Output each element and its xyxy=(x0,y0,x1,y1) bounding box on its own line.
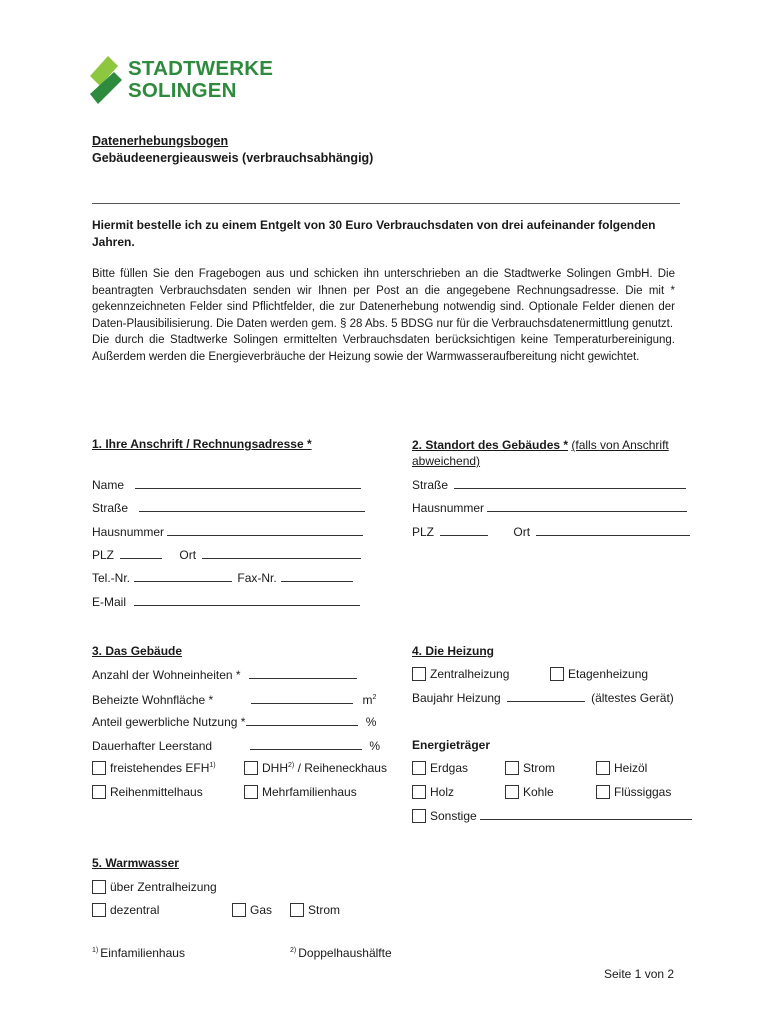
billing-housenumber-field[interactable] xyxy=(92,524,363,540)
etagenheizung-option[interactable] xyxy=(550,667,648,681)
efh-option[interactable] xyxy=(92,761,216,775)
dhh-label: DHH xyxy=(262,761,288,775)
site-housenumber-input-line[interactable] xyxy=(487,501,687,512)
order-statement: Hiermit bestelle ich zu einem Entgelt von 30 Euro Verbrauchsdaten von drei aufeinander folgenden Jahren. xyxy=(92,218,656,249)
reihenmittelhaus-label: Reihenmittelhaus xyxy=(110,785,203,799)
billing-phone-fax-field[interactable] xyxy=(92,570,353,586)
name-input-line[interactable] xyxy=(135,478,361,489)
site-housenumber-label: Hausnummer xyxy=(412,501,485,515)
title-line-1: Datenerhebungsbogen xyxy=(92,134,229,148)
section-4-heading: 4. Die Heizung xyxy=(412,644,495,658)
stadtwerke-logo xyxy=(88,54,288,106)
page-number: Seite 1 von 2 xyxy=(604,967,675,981)
strom-heating-checkbox[interactable] xyxy=(505,761,519,775)
footnote-1-text: Einfamilienhaus xyxy=(100,946,185,960)
site-street-input-line[interactable] xyxy=(454,478,686,489)
fax-input-line[interactable] xyxy=(281,571,353,582)
billing-street-field[interactable] xyxy=(92,500,365,516)
warmwater-central-option[interactable] xyxy=(92,880,217,894)
units-input-line[interactable] xyxy=(249,668,357,679)
units-field[interactable] xyxy=(92,667,357,683)
living-area-input-line[interactable] xyxy=(251,693,353,704)
document-title xyxy=(92,133,373,167)
housenumber-label: Hausnummer xyxy=(92,525,165,539)
dhh-checkbox[interactable] xyxy=(244,761,258,775)
sonstige-option[interactable] xyxy=(412,809,692,823)
warmwater-strom-checkbox[interactable] xyxy=(290,903,304,917)
sonstige-label: Sonstige xyxy=(430,809,477,823)
vacancy-field[interactable] xyxy=(92,738,380,754)
vacancy-input-line[interactable] xyxy=(250,739,362,750)
footnote-2-mark: 2) xyxy=(290,947,297,954)
kohle-checkbox[interactable] xyxy=(505,785,519,799)
warmwater-gas-checkbox[interactable] xyxy=(232,903,246,917)
footnote-2-text: Doppelhaushälfte xyxy=(298,946,392,960)
holz-checkbox[interactable] xyxy=(412,785,426,799)
heating-year-label: Baujahr Heizung xyxy=(412,691,501,705)
kohle-option[interactable] xyxy=(505,785,554,799)
energy-carrier-heading: Energieträger xyxy=(412,738,491,752)
logo-mark-icon xyxy=(88,54,128,106)
footnote-2 xyxy=(290,943,392,961)
warmwater-decentral-checkbox[interactable] xyxy=(92,903,106,917)
heating-year-field[interactable] xyxy=(412,690,674,706)
street-input-line[interactable] xyxy=(139,501,365,512)
site-street-label: Straße xyxy=(412,478,449,492)
site-street-field[interactable] xyxy=(412,477,686,493)
heizoel-checkbox[interactable] xyxy=(596,761,610,775)
dhh-footnote-mark: 2) xyxy=(288,762,295,769)
fluessiggas-checkbox[interactable] xyxy=(596,785,610,799)
commercial-share-label: Anteil gewerbliche Nutzung * xyxy=(92,715,246,729)
warmwater-gas-option[interactable] xyxy=(232,903,272,917)
holz-option[interactable] xyxy=(412,785,454,799)
erdgas-label: Erdgas xyxy=(430,761,469,775)
site-ort-label: Ort xyxy=(513,525,531,539)
zentralheizung-option[interactable] xyxy=(412,667,509,681)
warmwater-strom-label: Strom xyxy=(308,903,341,917)
erdgas-option[interactable] xyxy=(412,761,468,775)
billing-name-field[interactable] xyxy=(92,477,361,493)
housenumber-input-line[interactable] xyxy=(167,525,363,536)
site-housenumber-field[interactable] xyxy=(412,500,687,516)
reihenmittelhaus-checkbox[interactable] xyxy=(92,785,106,799)
living-area-unit: m xyxy=(362,693,373,707)
warmwater-gas-label: Gas xyxy=(250,903,273,917)
strom-heating-option[interactable] xyxy=(505,761,555,775)
section-3-heading xyxy=(92,644,224,658)
holz-label: Holz xyxy=(430,785,455,799)
mehrfamilienhaus-label: Mehrfamilienhaus xyxy=(262,785,357,799)
heizoel-option[interactable] xyxy=(596,761,647,775)
efh-label: freistehendes EFH xyxy=(110,761,210,775)
kohle-label: Kohle xyxy=(523,785,554,799)
zentralheizung-checkbox[interactable] xyxy=(412,667,426,681)
site-plz-input-line[interactable] xyxy=(440,525,488,536)
footnote-1-mark: 1) xyxy=(92,947,99,954)
email-input-line[interactable] xyxy=(134,595,360,606)
efh-checkbox[interactable] xyxy=(92,761,106,775)
site-plz-ort-field[interactable] xyxy=(412,524,690,540)
warmwater-decentral-label: dezentral xyxy=(110,903,160,917)
section-2-title: 2. Standort des Gebäudes * xyxy=(412,438,569,452)
section-2-heading xyxy=(412,437,716,469)
commercial-share-unit: % xyxy=(365,715,377,729)
etagenheizung-checkbox[interactable] xyxy=(550,667,564,681)
living-area-label: Beheizte Wohnfläche * xyxy=(92,693,214,707)
fluessiggas-label: Flüssiggas xyxy=(614,785,672,799)
footnote-1 xyxy=(92,943,185,961)
mehrfamilienhaus-checkbox[interactable] xyxy=(244,785,258,799)
warmwater-central-label: über Zentralheizung xyxy=(110,880,217,894)
dhh-option[interactable] xyxy=(244,761,387,775)
instructions-p1: Bitte füllen Sie den Fragebogen aus und schicken ihn unterschrieben an die Stadtwerke Solingen GmbH. Die beantragten Verbrauchsdaten senden wir Ihnen per Post an die angegebene Rechnungsadresse. Die mit * gekennzeichneten Felder sind Pflichtfelder, die zur Datenerhebung notwendig sind. Optionale Felder dienen der Daten-Plausibilisierung. Die Daten werden gem. § 28 Abs. 5 BDSG nur für die Verbrauchsdatenermittlung genutzt. xyxy=(92,268,675,330)
warmwater-central-checkbox[interactable] xyxy=(92,880,106,894)
erdgas-checkbox[interactable] xyxy=(412,761,426,775)
tel-label: Tel.-Nr. xyxy=(92,571,131,585)
name-label: Name xyxy=(92,478,125,492)
title-line-2: Gebäudeenergieausweis (verbrauchsabhängig) xyxy=(92,151,374,165)
heating-year-note: (ältestes Gerät) xyxy=(591,691,674,705)
ort-label: Ort xyxy=(179,548,197,562)
warmwater-strom-option[interactable] xyxy=(290,903,340,917)
section-3-title: 3. Das Gebäude xyxy=(92,644,183,658)
site-plz-label: PLZ xyxy=(412,525,435,539)
section-2-note: (falls von Anschrift xyxy=(571,438,669,452)
reihenmittelhaus-option[interactable] xyxy=(92,785,203,799)
heating-year-input-line[interactable] xyxy=(507,691,585,702)
ort-input-line[interactable] xyxy=(202,548,361,559)
logo-text xyxy=(128,58,273,102)
vacancy-label: Dauerhafter Leerstand xyxy=(92,739,213,753)
logo-line-2: SOLINGEN xyxy=(128,79,237,102)
section-1-heading: 1. Ihre Anschrift / Rechnungsadresse * xyxy=(92,437,312,451)
plz-input-line[interactable] xyxy=(120,548,162,559)
living-area-field[interactable] xyxy=(92,690,376,708)
site-ort-input-line[interactable] xyxy=(536,525,690,536)
units-label: Anzahl der Wohneinheiten * xyxy=(92,668,241,682)
dhh-label-rest: / Reiheneckhaus xyxy=(294,761,387,775)
fluessiggas-option[interactable] xyxy=(596,785,671,799)
email-label: E-Mail xyxy=(92,595,127,609)
section-5-heading: 5. Warmwasser xyxy=(92,856,179,870)
divider xyxy=(92,203,680,204)
strom-heating-label: Strom xyxy=(523,761,556,775)
instructions-paragraph xyxy=(92,266,675,365)
fax-label: Fax-Nr. xyxy=(237,571,277,585)
billing-email-field[interactable] xyxy=(92,594,360,610)
living-area-unit-sup: 2 xyxy=(372,694,377,701)
tel-input-line[interactable] xyxy=(134,571,232,582)
logo-line-1: STADTWERKE xyxy=(128,57,274,80)
efh-footnote-mark: 1) xyxy=(209,762,216,769)
etagenheizung-label: Etagenheizung xyxy=(568,667,649,681)
sonstige-checkbox[interactable] xyxy=(412,809,426,823)
billing-plz-ort-field[interactable] xyxy=(92,547,361,563)
sonstige-input-line[interactable] xyxy=(480,809,692,820)
instructions-p2: Die durch die Stadtwerke Solingen ermittelten Verbrauchsdaten berücksichtigen keine Temperaturbereinigung. Außerdem werden die Energieverbräuche der Heizung sowie der Warmwasseraufbereitung nicht gewichtet. xyxy=(92,334,675,363)
heizoel-label: Heizöl xyxy=(614,761,648,775)
plz-label: PLZ xyxy=(92,548,115,562)
commercial-share-input-line[interactable] xyxy=(246,715,358,726)
street-label: Straße xyxy=(92,501,129,515)
zentralheizung-label: Zentralheizung xyxy=(430,667,510,681)
warmwater-decentral-option[interactable] xyxy=(92,903,159,917)
mehrfamilienhaus-option[interactable] xyxy=(244,785,357,799)
vacancy-unit: % xyxy=(369,739,381,753)
commercial-share-field[interactable] xyxy=(92,714,376,730)
section-2-note-2: abweichend) xyxy=(412,454,481,468)
